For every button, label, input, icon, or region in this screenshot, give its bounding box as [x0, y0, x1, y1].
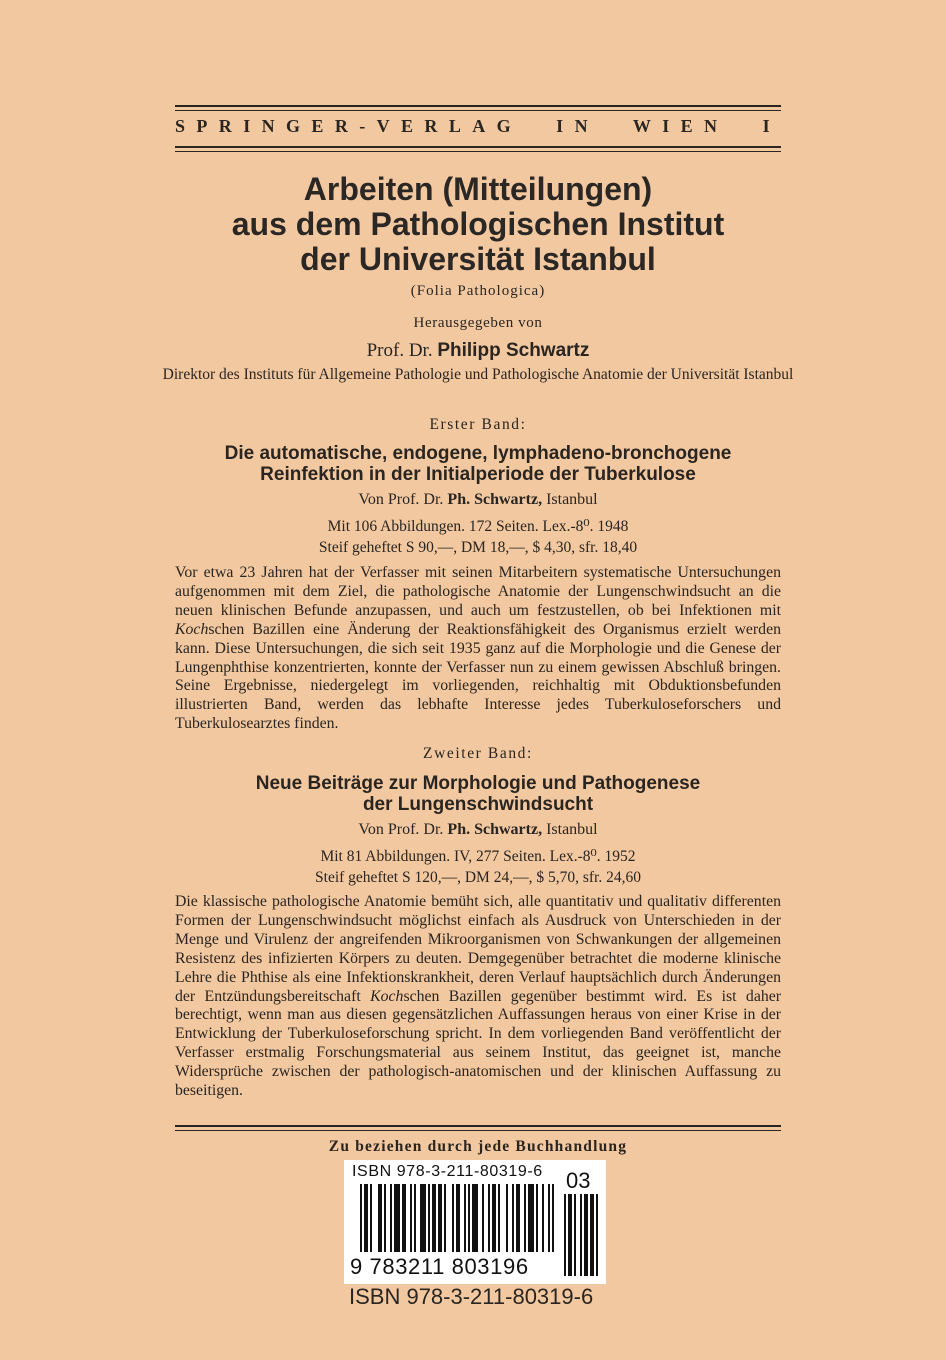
isbn-text: ISBN 978-3-211-80319-6 — [349, 1284, 594, 1309]
description-text: Vor etwa 23 Jahren hat der Verfasser mit seinen Mitarbeitern systematische Untersuchungen aufgenommen mit dem Ziel, die pathologische Anatomie der Lungenschwindsucht an die neuen klinischen Befunde anzupassen, und auch um festzustellen, ob bei Infektionen mit — [175, 564, 781, 619]
author-name: Ph. Schwartz, — [447, 491, 543, 508]
barcode-bar — [414, 1184, 416, 1252]
description-italic: Koch — [175, 620, 209, 638]
description-text: Die klassische pathologische Anatomie bemüht sich, alle quantitativ und qualitativ differenten Formen der Lungenschwindsucht möglichst einfach als Ausdruck von Unterschieden in der Menge und Virulenz der angreifenden Mikroorganismen von Schwankungen der allgemeinen Resistenz des infizierten Körpers zu deuten. Demgegenüber betrachtet die moderne klinische Lehre die Phthise als eine Infektionskrankheit, deren Verlauf hauptsächlich durch Änderungen der Entzündungsbereitschaft — [175, 893, 781, 1005]
volume-1-label: Erster Band: — [429, 416, 527, 433]
editor — [150, 340, 806, 362]
volume-2-label: Zweiter Band: — [423, 745, 533, 762]
volume-2-price: Steif geheftet S 120,—, DM 24,—, $ 5,70, sfr. 24,60 — [315, 869, 641, 886]
barcode-bar — [492, 1184, 496, 1252]
series-title-line: der Universität Istanbul — [300, 241, 656, 277]
barcode-bar — [498, 1184, 500, 1252]
barcode-bar — [452, 1184, 454, 1252]
barcode-bar — [360, 1184, 362, 1252]
volume-title-line: Reinfektion in der Initialperiode der Tuberkulose — [260, 464, 696, 485]
barcode-bar — [410, 1184, 412, 1252]
volume-title-line: der Lungenschwindsucht — [362, 794, 594, 815]
barcode-addon-bar — [596, 1194, 598, 1276]
description-text: schen Bazillen eine Änderung der Reaktionsfähigkeit des Organismus erzielt werden kann. Diese Untersuchungen, die sich seit 1935 ganz auf die Morphologie und die Genese der Lungenphthise konzentrierten, konnte der Verfasser nun zu einem gewissen Abschluß bringen. Seine Ergebnisse, niedergelegt im vorliegenden, reichhaltig mit Obduktionsbefunden illustrierten Band, werden das lebhafte Interesse jedes Tuberkuloseforschers und Tuberkulosearztes finden. — [175, 620, 781, 733]
barcode-bar — [432, 1184, 436, 1252]
description-text: schen Bazillen gegenüber bestimmt wird. Es ist daher berechtigt, wenn man aus diesen gegensätzlichen Auffassungen heraus von einer Krise in der Entwicklung der Tuberkuloseforschung spricht. In dem vorliegenden Band veröffentlicht der Verfasser erstmalig Forschungsmaterial aus seinem Institut, das geeignet ist, manche Widersprüche zwischen der pathologisch-anatomischen und der klinischen Auffassung zu beseitigen. — [175, 987, 781, 1100]
barcode-bar — [464, 1184, 466, 1252]
series-title-line: aus dem Pathologischen Institut — [231, 206, 725, 242]
barcode-bar — [552, 1184, 554, 1252]
barcode-bar — [402, 1184, 406, 1252]
publisher-line: SPRINGER-VERLAG IN WIEN I — [175, 116, 781, 136]
volume-2-description — [175, 893, 781, 1101]
volume-title-line: Die automatische, endogene, lymphadeno-bronchogene — [224, 443, 732, 464]
volume-1-description — [175, 564, 781, 734]
volume-2-specs: Mit 81 Abbildungen. IV, 277 Seiten. Lex.-8⁰. 1952 — [320, 848, 636, 865]
barcode-bar — [506, 1184, 508, 1252]
barcode-addon-bar — [564, 1194, 566, 1276]
volume-1-author — [150, 491, 806, 509]
series-title — [150, 172, 806, 277]
barcode-bar — [542, 1184, 544, 1252]
barcode-addon-bar — [580, 1194, 582, 1276]
barcode-bar — [472, 1184, 478, 1252]
barcode-addon-bar — [584, 1194, 588, 1276]
volume-1-details — [150, 516, 806, 558]
barcode-bar — [468, 1184, 470, 1252]
barcode-bar — [428, 1184, 430, 1252]
author-prefix: Von Prof. Dr. — [358, 821, 444, 838]
author-place: Istanbul — [546, 821, 598, 838]
author-name: Ph. Schwartz, — [447, 821, 543, 838]
barcode-bar — [378, 1184, 382, 1252]
barcode-addon: 03 — [566, 1168, 591, 1193]
barcode-addon-bar — [590, 1194, 594, 1276]
editor-prefix: Prof. Dr. — [366, 340, 433, 361]
barcode-bar — [512, 1184, 514, 1252]
barcode-bar — [524, 1184, 526, 1252]
description-italic: Koch — [370, 987, 404, 1005]
barcode-addon-bar — [574, 1194, 576, 1276]
series-title-line: Arbeiten (Mitteilungen) — [303, 171, 653, 207]
barcode-bar — [536, 1184, 538, 1252]
barcode-bar — [370, 1184, 372, 1252]
barcode-bar — [488, 1184, 490, 1252]
volume-2-details — [150, 846, 806, 888]
volume-1-price: Steif geheftet S 90,—, DM 18,—, $ 4,30, sfr. 18,40 — [318, 539, 638, 556]
publisher-rule — [175, 146, 781, 148]
barcode-digits: 9 783211 803196 — [350, 1254, 529, 1279]
barcode-bar — [548, 1184, 550, 1252]
volume-2-title — [150, 773, 806, 815]
footer-rule — [175, 1125, 781, 1127]
author-place: Istanbul — [546, 491, 598, 508]
barcode-bar — [444, 1184, 446, 1252]
volume-1-specs: Mit 106 Abbildungen. 172 Seiten. Lex.-8⁰. 1948 — [327, 518, 629, 535]
barcode-addon-bar — [568, 1194, 572, 1276]
edited-by: Herausgegeben von — [413, 315, 543, 331]
barcode-bar — [384, 1184, 386, 1252]
barcode-bar — [394, 1184, 400, 1252]
barcode-bar — [420, 1184, 426, 1252]
top-rule — [175, 105, 781, 107]
barcode-isbn: ISBN 978-3-211-80319-6 — [352, 1163, 543, 1180]
editor-name: Philipp Schwartz — [437, 340, 590, 361]
barcode-bar — [438, 1184, 442, 1252]
barcode-bar — [456, 1184, 460, 1252]
barcode-bar — [390, 1184, 392, 1252]
barcode-bar — [528, 1184, 534, 1252]
volume-1-title — [150, 443, 806, 485]
barcode-bar — [364, 1184, 368, 1252]
volume-title-line: Neue Beiträge zur Morphologie und Pathogenese — [255, 773, 701, 794]
author-prefix: Von Prof. Dr. — [358, 491, 444, 508]
barcode-bar — [482, 1184, 484, 1252]
footer-note: Zu beziehen durch jede Buchhandlung — [328, 1138, 628, 1155]
editor-role: Direktor des Instituts für Allgemeine Pathologie und Pathologische Anatomie der Universität Istanbul — [162, 366, 794, 383]
barcode-bar — [516, 1184, 520, 1252]
volume-2-author — [150, 821, 806, 839]
isbn-barcode — [344, 1160, 606, 1284]
series-subtitle: (Folia Pathologica) — [410, 283, 546, 299]
